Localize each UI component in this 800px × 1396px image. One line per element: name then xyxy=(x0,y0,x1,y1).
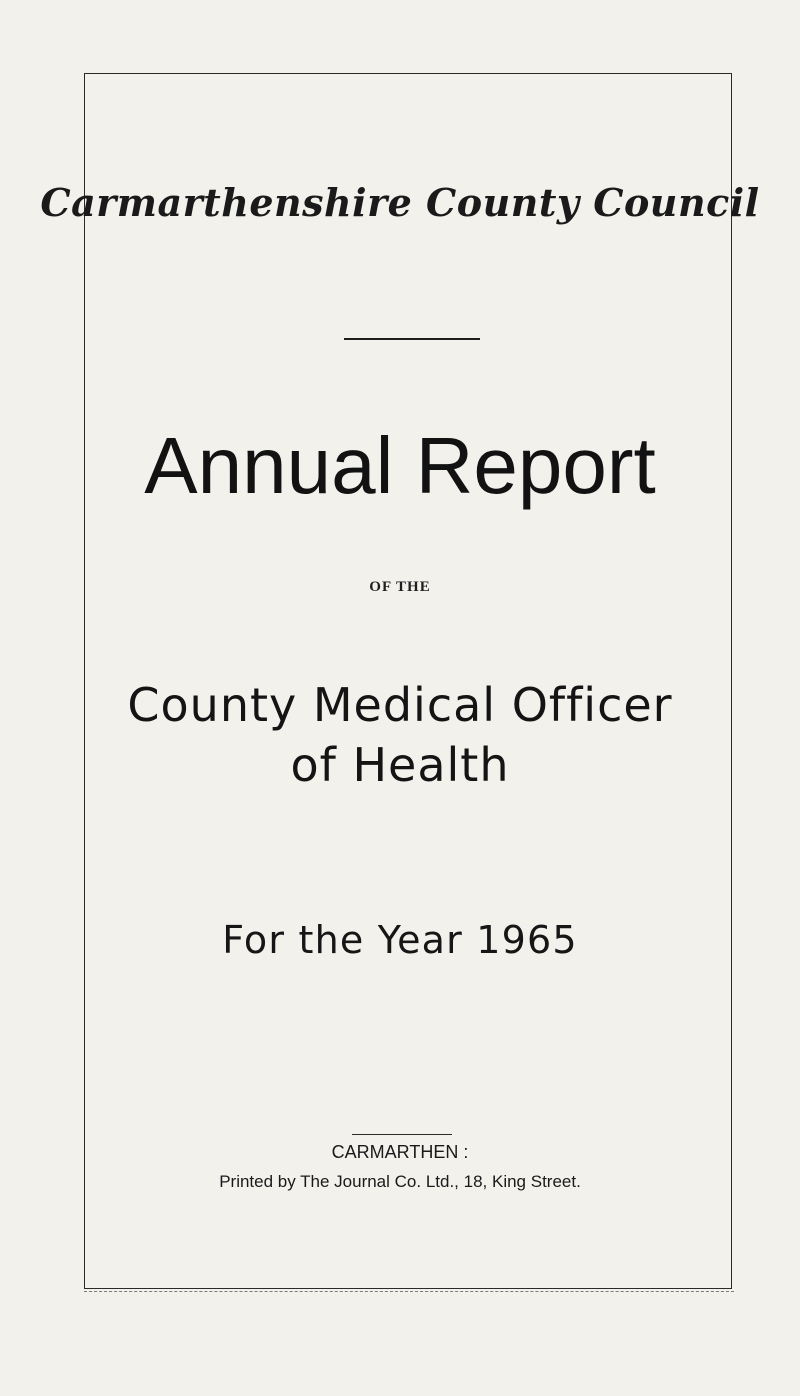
imprint-printer: Printed by The Journal Co. Ltd., 18, King Street. xyxy=(219,1172,581,1191)
imprint-rule xyxy=(352,1134,452,1135)
subject-title: of Health xyxy=(290,738,510,792)
council-name: Carmarthenshire County Council xyxy=(40,180,760,225)
report-title: Annual Report xyxy=(144,421,656,510)
imprint-place: CARMARTHEN : xyxy=(331,1142,469,1162)
bottom-rule xyxy=(84,1291,734,1292)
title-divider xyxy=(344,338,480,340)
report-year: For the Year 1965 xyxy=(222,918,578,962)
officer-title: County Medical Officer xyxy=(127,678,673,732)
connector-text: OF THE xyxy=(369,579,431,595)
